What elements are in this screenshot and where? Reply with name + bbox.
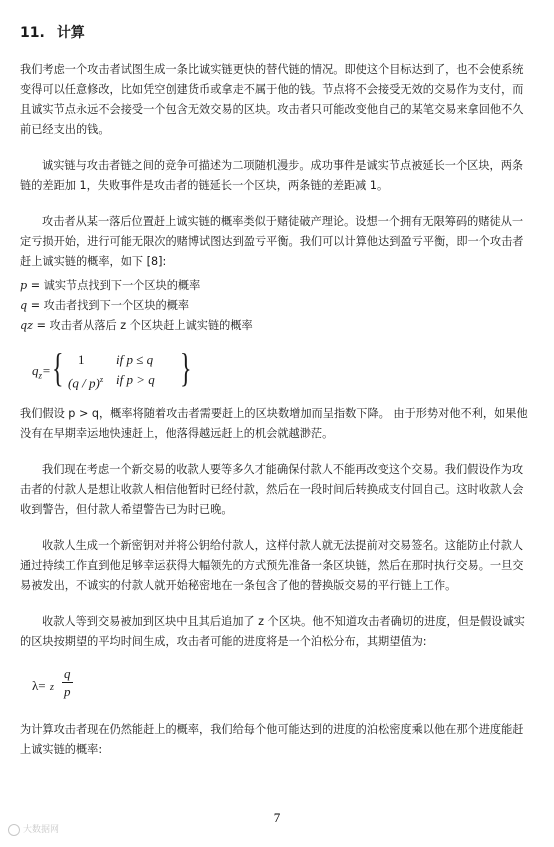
section-heading xyxy=(20,24,534,42)
formula-left-brace: { xyxy=(52,345,64,390)
paragraph-exponential-drop: 我们假设 p > q，概率将随着攻击者需要赶上的区块数增加而呈指数下降。 由于形势对他不利，如果他没有在早期幸运地快速赶上，他落得越远赶上的机会就越渺茫。 xyxy=(20,407,528,440)
definition-qz: qz = 攻击者从落后 z 个区块赶上诚实链的概率 xyxy=(20,319,253,332)
paragraph-poisson-density: 为计算攻击者现在仍然能赶上的概率，我们给每个他可能达到的进度的泊松密度乘以他在那个进度能赶上诚实链的概率: xyxy=(20,723,524,756)
definition-list xyxy=(20,276,534,336)
paragraph-random-walk: 诚实链与攻击者链之间的竞争可描述为二项随机漫步。成功事件是诚实节点被延长一个区块，两条链的差距加 1，失败事件是攻击者的链延长一个区块，两条链的差距减 1。 xyxy=(20,159,524,192)
paragraph-recipient-wait: 我们现在考虑一个新交易的收款人要等多久才能确保付款人不能再改变这个交易。我们假设作为攻击者的付款人是想让收款人相信他暂时已经付款，然后在一段时间后转换成支付回自己。这时收款人会收到警告，但付款人希望警告已为时已晚。 xyxy=(20,463,524,516)
watermark: 大数据网 xyxy=(8,822,59,836)
page-number: 7 xyxy=(273,810,281,825)
paragraph-poisson: 收款人等到交易被加到区块中且其后追加了 z 个区块。他不知道攻击者确切的进度，但是假设诚实的区块按期望的平均时间生成，攻击者可能的进度将是一个泊松分布，其期望值为: xyxy=(20,615,525,648)
formula-lambda-fraction: $\frac{q}{p}$ xyxy=(64,666,71,699)
paragraph-attack-scenario: 我们考虑一个攻击者试图生成一条比诚实链更快的替代链的情况。即使这个目标达到了，也不会使系统变得可以任意修改，比如凭空创建货币或拿走不属于他的钱。节点将不会接受无效的交易作为支付，而且诚实节点永远不会接受一个包含无效交易的区块。攻击者只可能改变他自己的某笔交易来拿回他不久前已经支出的钱。 xyxy=(20,63,524,136)
formula-qz-lhs: $q_z=$ xyxy=(32,363,51,381)
definition-p: p = 诚实节点找到下一个区块的概率 xyxy=(20,279,201,292)
watermark-logo-icon xyxy=(8,824,20,836)
formula-right-brace: } xyxy=(180,345,192,390)
section-title: 计算 xyxy=(56,25,85,41)
definition-q: q = 攻击者找到下一个区块的概率 xyxy=(20,299,190,312)
paragraph-key-pair: 收款人生成一个新密钥对并将公钥给付款人，这样付款人就无法提前对交易签名。这能防止付款人通过持续工作直到他足够幸运获得大幅领先的方式预先准备一条区块链，然后在那时执行交易。一旦交易被发出，不诚实的付款人就开始秘密地在一条包含了他的替换版交易的平行链上工作。 xyxy=(20,539,524,592)
formula-qz: $q_z=$ { 1 if p ≤ q (q / p)$^z$ if p > q } xyxy=(32,348,534,394)
formula-lambda: λ= z $\frac{q}{p}$ xyxy=(32,666,71,699)
section-number: 11. xyxy=(20,25,45,41)
paragraph-gamblers-ruin: 攻击者从某一落后位置赶上诚实链的概率类似于赌徒破产理论。设想一个拥有无限筹码的赌徒从一定亏损开始，进行可能无限次的赌博试图达到盈亏平衡。我们可以计算他达到盈亏平衡，即一个攻击者赶上诚实链的概率，如下 [8]: xyxy=(20,215,524,268)
formula-case-2: (q / p)$^z$ if p > q xyxy=(68,372,155,391)
